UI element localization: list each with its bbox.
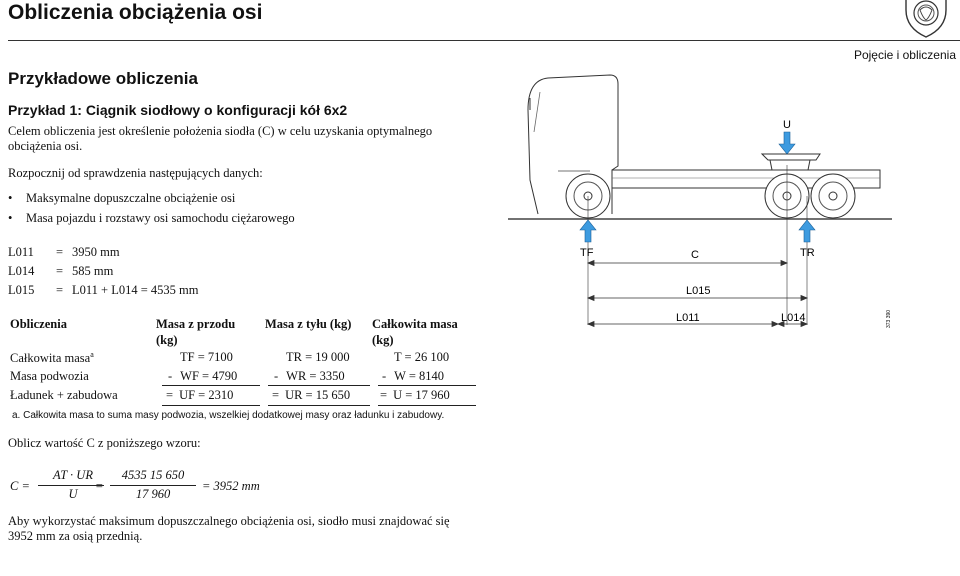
section-label: Pojęcie i obliczenia bbox=[853, 48, 956, 62]
bullet-item: • Maksymalne dopuszczalne obciążenie osi bbox=[8, 191, 236, 205]
table-cell: TF = 7100 bbox=[180, 350, 233, 364]
sum-rule bbox=[378, 385, 476, 386]
section-heading: Przykładowe obliczenia bbox=[8, 69, 198, 88]
formula-numerator: 4535 15 650 bbox=[121, 468, 185, 482]
footnote: a. Całkowita masa to suma masy podwozia, wszelkiej dodatkowej masy oraz ładunku i zabudowy. bbox=[12, 410, 445, 421]
table-cell: = UF = 2310 bbox=[166, 388, 234, 402]
fifth-wheel bbox=[762, 154, 820, 160]
total-rule bbox=[162, 405, 260, 406]
table-row-label: Całkowita masa$^a$ bbox=[10, 350, 94, 366]
example-heading: Przykład 1: Ciągnik siodłowy o konfiguracji kół 6x2 bbox=[8, 102, 348, 118]
reaction-arrow-tr bbox=[799, 220, 815, 242]
calc-instruction: Oblicz wartość C z poniższego wzoru: bbox=[8, 436, 201, 450]
table-cell: TR = 19 000 bbox=[286, 350, 350, 364]
definition-row: L015 = L011 + L014 = 4535 mm bbox=[8, 283, 199, 297]
definition-row: L014 = 585 mm bbox=[8, 264, 114, 278]
label-tr: TR bbox=[800, 247, 815, 259]
label-u: U bbox=[783, 119, 791, 131]
sum-rule bbox=[162, 385, 260, 386]
table-cell: = U = 17 960 bbox=[380, 388, 450, 402]
total-rule bbox=[268, 405, 370, 406]
rear-wheel bbox=[811, 174, 855, 218]
fraction-bar bbox=[110, 485, 196, 486]
label-l014: L014 bbox=[781, 312, 806, 324]
table-cell: - W = 8140 bbox=[382, 369, 445, 383]
formula-equals: = bbox=[95, 479, 104, 493]
intro-paragraph: Celem obliczenia jest określenie położenia siodła (C) w celu uzyskania optymalnego obciążenia osi. bbox=[8, 124, 433, 153]
load-arrow-u bbox=[779, 132, 795, 154]
label-c: C bbox=[691, 249, 699, 261]
brand-logo bbox=[902, 0, 950, 38]
label-l015: L015 bbox=[686, 285, 711, 297]
table-row-label: Ładunek + zabudowa bbox=[10, 388, 118, 402]
label-tf: TF bbox=[580, 247, 594, 259]
conclusion-paragraph: Aby wykorzystać maksimum dopuszczalnego obciążenia osi, siodło musi znajdować się 3952 mm za osią przednią. bbox=[8, 514, 450, 543]
definition-row: L011 = 3950 mm bbox=[8, 245, 120, 259]
bullet-item: • Masa pojazdu i rozstawy osi samochodu ciężarowego bbox=[8, 211, 295, 225]
table-cell: = UR = 15 650 bbox=[272, 388, 351, 402]
formula-denominator: U bbox=[68, 487, 78, 501]
table-cell: T = 26 100 bbox=[394, 350, 450, 364]
table-header: Masa z tyłu (kg) bbox=[265, 317, 352, 331]
table-cell: - WF = 4790 bbox=[168, 369, 238, 383]
start-text: Rozpocznij od sprawdzenia następujących danych: bbox=[8, 166, 263, 180]
truck-diagram bbox=[500, 70, 900, 340]
formula-lhs: C = bbox=[10, 479, 30, 493]
formula-result: = 3952 mm bbox=[202, 479, 260, 493]
reference-number: 373 390 bbox=[886, 309, 892, 328]
formula-numerator: AT · UR bbox=[53, 468, 93, 482]
table-header: Całkowita masa (kg) bbox=[372, 317, 458, 347]
total-rule bbox=[378, 405, 476, 406]
table-cell: - WR = 3350 bbox=[274, 369, 345, 383]
reaction-arrow-tf bbox=[580, 220, 596, 242]
formula-denominator: 17 960 bbox=[135, 487, 171, 501]
page-title: Obliczenia obciążenia osi bbox=[8, 1, 263, 24]
table-header: Obliczenia bbox=[10, 317, 67, 331]
sum-rule bbox=[268, 385, 370, 386]
table-row-label: Masa podwozia bbox=[10, 369, 89, 383]
label-l011: L011 bbox=[676, 312, 700, 324]
header-divider bbox=[8, 40, 960, 41]
table-header: Masa z przodu (kg) bbox=[156, 317, 236, 347]
